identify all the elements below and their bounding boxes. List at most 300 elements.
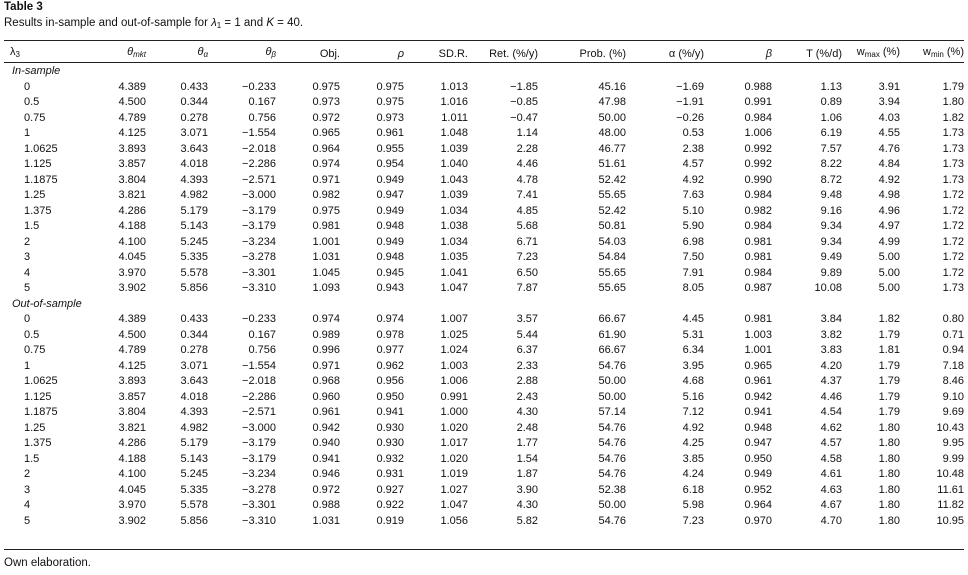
- table-cell: 4.92: [878, 173, 900, 186]
- table-cell: 1.73: [942, 127, 964, 139]
- table-cell: 0.949: [744, 468, 772, 480]
- table-cell: 1.045: [312, 266, 340, 279]
- table-cell: 1.77: [516, 437, 538, 449]
- table-cell: 54.76: [598, 514, 626, 527]
- table-cell: 3.57: [516, 313, 538, 325]
- table-row: [4, 80, 964, 96]
- table-cell: 5.98: [682, 499, 704, 511]
- table-cell: 1.016: [440, 96, 468, 108]
- table-cell: 0.960: [312, 390, 340, 403]
- table-row: [4, 436, 964, 452]
- table-cell: 2.33: [516, 359, 538, 372]
- table-cell: 55.65: [598, 189, 626, 201]
- header-ret: Ret. (%/y): [489, 47, 538, 60]
- header-alpha: α (%/y): [668, 47, 704, 60]
- table-cell: 5.856: [180, 282, 208, 294]
- table-cell: 5.00: [878, 282, 900, 294]
- table-cell: 0.961: [312, 406, 340, 418]
- table-cell: 0.971: [312, 359, 340, 372]
- table-cell: −2.018: [242, 375, 276, 387]
- table-cell: 0.945: [376, 266, 404, 279]
- section-header-row: [4, 64, 964, 80]
- table-cell: 0.941: [376, 406, 404, 418]
- table-cell: 0.988: [744, 80, 772, 93]
- table-cell: 3.91: [878, 80, 900, 93]
- table-cell: 0.930: [376, 421, 404, 434]
- table-cell: 1.003: [744, 328, 772, 341]
- table-cell: 0.984: [744, 111, 772, 124]
- table-cell: 3.90: [516, 483, 538, 496]
- table-cell: 51.61: [598, 158, 626, 170]
- table-cell: 1.14: [516, 127, 538, 139]
- header-prob: Prob. (%): [579, 47, 626, 60]
- table-cell: 1.73: [942, 158, 964, 170]
- table-cell: 0.927: [376, 483, 404, 496]
- table-cell: 4.30: [516, 406, 538, 418]
- table-cell: 0.975: [312, 80, 340, 93]
- table-cell: 1.80: [878, 483, 900, 496]
- table-cell: 1.79: [878, 375, 900, 387]
- table-cell: 4.125: [118, 359, 146, 372]
- table-cell: 4.393: [180, 406, 208, 418]
- table-cell: 0.942: [744, 390, 772, 403]
- table-cell: 50.00: [598, 111, 626, 124]
- table-cell: 10.08: [814, 282, 842, 294]
- table-cell: 0.956: [376, 375, 404, 387]
- table-cell: −3.179: [242, 437, 276, 449]
- table-cell: −1.554: [242, 127, 276, 139]
- table-cell: 5.10: [682, 204, 704, 217]
- table-cell: 3.893: [118, 142, 146, 155]
- table-cell: 4.389: [118, 313, 146, 325]
- bottom-rule: [4, 549, 964, 550]
- table-cell: −0.85: [510, 96, 538, 108]
- table-cell: 0.974: [312, 313, 340, 325]
- table-cell: 7.50: [682, 251, 704, 263]
- table-cell: 0.975: [376, 80, 404, 93]
- table-cell: 1.006: [440, 375, 468, 387]
- table-cell: 1.82: [878, 313, 900, 325]
- table-cell: 4.78: [516, 173, 538, 186]
- table-cell: 7.57: [820, 142, 842, 155]
- table-cell: 4.97: [878, 220, 900, 232]
- table-cell: 1.82: [942, 111, 964, 124]
- table-cell: 0: [24, 313, 31, 325]
- table-cell: 54.76: [598, 359, 626, 372]
- table-cell: −3.234: [242, 235, 276, 248]
- table-cell: 3.84: [820, 313, 842, 325]
- table-cell: 2.43: [516, 390, 538, 403]
- table-cell: 0.962: [376, 359, 404, 372]
- table-cell: 1.007: [440, 313, 468, 325]
- table-cell: 1.0625: [24, 142, 58, 155]
- table-cell: 5.245: [180, 468, 208, 480]
- table-cell: 46.77: [598, 142, 626, 155]
- table-cell: 9.34: [820, 235, 842, 248]
- table-cell: 4.37: [820, 375, 842, 387]
- table-cell: 0.922: [376, 499, 404, 511]
- table-cell: 8.72: [820, 173, 842, 186]
- table-cell: 9.16: [820, 204, 842, 217]
- table-cell: 0.756: [248, 344, 276, 356]
- table-footnote: Own elaboration.: [4, 557, 91, 569]
- table-cell: 4.45: [682, 313, 704, 325]
- table-cell: 5.335: [180, 251, 208, 263]
- table-cell: 1.80: [878, 514, 900, 527]
- table-cell: −3.000: [242, 421, 276, 434]
- table-cell: 61.90: [598, 328, 626, 341]
- table-cell: 0.942: [312, 421, 340, 434]
- table-cell: 1.020: [440, 421, 468, 434]
- table-row: [4, 374, 964, 390]
- table-cell: 0.970: [744, 514, 772, 527]
- table-cell: 4.100: [118, 468, 146, 480]
- table-cell: 0.344: [180, 96, 208, 108]
- table-cell: 1.034: [440, 235, 468, 248]
- table-cell: −1.69: [676, 80, 704, 93]
- table-row: [4, 142, 964, 158]
- header-wmax: $w_{max}$ (%): [856, 46, 900, 59]
- table-cell: 0.948: [744, 421, 772, 434]
- table-cell: 3.071: [180, 359, 208, 372]
- table-cell: 4.46: [516, 158, 538, 170]
- table-row: [4, 235, 964, 251]
- table-row: [4, 266, 964, 282]
- table-cell: −3.179: [242, 452, 276, 465]
- section-header-row: [4, 297, 964, 313]
- table-cell: 1.019: [440, 468, 468, 480]
- table-cell: 6.71: [516, 235, 538, 248]
- table-row: [4, 498, 964, 514]
- table-cell: 1.125: [24, 158, 52, 170]
- table-cell: 7.23: [516, 251, 538, 263]
- table-cell: 4.286: [118, 437, 146, 449]
- table-cell: 0.932: [376, 452, 404, 465]
- table-cell: 0.973: [312, 96, 340, 108]
- table-cell: 1.093: [312, 282, 340, 294]
- table-cell: 0.965: [744, 359, 772, 372]
- table-cell: 0.990: [744, 173, 772, 186]
- table-cell: −3.301: [242, 499, 276, 511]
- table-cell: 47.98: [598, 96, 626, 108]
- table-cell: 0.987: [744, 282, 772, 294]
- table-cell: 0.89: [820, 96, 842, 108]
- table-cell: 2.38: [682, 142, 704, 155]
- table-cell: 3.970: [118, 499, 146, 511]
- caption-text-1: Results in-sample and out-of-sample for: [4, 17, 212, 29]
- table-cell: 8.46: [942, 375, 964, 387]
- table-cell: 0.167: [248, 96, 276, 108]
- table-cell: 1.013: [440, 80, 468, 93]
- table-cell: 1.13: [820, 80, 842, 93]
- table-cell: 0.943: [376, 282, 404, 294]
- table-cell: −3.310: [242, 282, 276, 294]
- table-cell: 1.003: [440, 359, 468, 372]
- table-cell: 6.19: [820, 127, 842, 139]
- table-cell: 4.188: [118, 220, 146, 232]
- table-cell: 0.433: [180, 313, 208, 325]
- table-cell: −2.571: [242, 173, 276, 186]
- table-cell: 45.16: [598, 80, 626, 93]
- table-cell: 0.973: [376, 111, 404, 124]
- table-cell: 54.03: [598, 235, 626, 248]
- table-cell: 0.992: [744, 158, 772, 170]
- table-cell: 8.22: [820, 158, 842, 170]
- table-cell: 1.025: [440, 328, 468, 341]
- table-cell: 5.90: [682, 220, 704, 232]
- table-cell: 54.76: [598, 421, 626, 434]
- table-cell: 4.85: [516, 204, 538, 217]
- table-cell: 1.020: [440, 452, 468, 465]
- table-cell: 6.50: [516, 266, 538, 279]
- table-cell: 1.006: [744, 127, 772, 139]
- table-cell: 1.72: [942, 204, 964, 217]
- table-cell: 4: [24, 266, 31, 279]
- table-cell: −1.554: [242, 359, 276, 372]
- table-cell: 4.20: [820, 359, 842, 372]
- table-cell: 0.991: [744, 96, 772, 108]
- table-cell: 11.82: [937, 499, 964, 511]
- table-cell: 4.018: [180, 390, 208, 403]
- caption-k: K: [266, 17, 274, 29]
- table-cell: 54.84: [598, 251, 626, 263]
- table-cell: 4.125: [118, 127, 146, 139]
- table-cell: 0.949: [376, 235, 404, 248]
- table-row: [4, 514, 964, 530]
- table-cell: −3.179: [242, 204, 276, 217]
- table-cell: 0.278: [180, 111, 208, 124]
- table-cell: 1.375: [24, 437, 52, 449]
- table-row: [4, 312, 964, 328]
- table-cell: 1.031: [312, 514, 340, 527]
- table-cell: 1.79: [878, 390, 900, 403]
- table-cell: 0.977: [376, 344, 404, 356]
- table-cell: 1.1875: [24, 173, 58, 186]
- table-cell: 0.930: [376, 437, 404, 449]
- table-cell: 3: [24, 251, 31, 263]
- table-cell: 1.043: [440, 173, 468, 186]
- table-cell: 4.286: [118, 204, 146, 217]
- table-cell: 0.971: [312, 173, 340, 186]
- table-cell: −2.286: [242, 390, 276, 403]
- table-cell: 1.039: [440, 189, 468, 201]
- table-cell: 0: [24, 80, 31, 93]
- table-cell: −3.310: [242, 514, 276, 527]
- table-row: [4, 483, 964, 499]
- table-cell: −3.234: [242, 468, 276, 480]
- table-cell: 3.85: [682, 452, 704, 465]
- table-cell: 55.65: [598, 266, 626, 279]
- table-cell: 57.14: [598, 406, 626, 418]
- table-cell: 5.179: [180, 437, 208, 449]
- table-cell: 3.902: [118, 282, 146, 294]
- table-cell: 1.79: [942, 80, 964, 93]
- table-cell: 50.00: [598, 375, 626, 387]
- table-cell: 4.54: [820, 406, 842, 418]
- table-cell: 1.72: [942, 220, 964, 232]
- table-body: [4, 64, 964, 529]
- table-row: [4, 188, 964, 204]
- table-cell: 3.82: [820, 328, 842, 341]
- table-caption: [4, 17, 303, 30]
- top-rule: [4, 40, 964, 41]
- table-row: [4, 219, 964, 235]
- table-cell: 10.43: [936, 421, 964, 434]
- table-cell: 4.98: [878, 189, 900, 201]
- table-cell: 0.80: [942, 313, 964, 325]
- table-cell: 9.89: [820, 266, 842, 279]
- table-cell: 4.99: [878, 235, 900, 248]
- table-cell: 4.100: [118, 235, 146, 248]
- table-cell: −0.233: [242, 313, 276, 325]
- table-cell: 1.25: [24, 421, 46, 434]
- table-cell: 0.5: [24, 96, 40, 108]
- table-cell: 1.72: [942, 266, 964, 279]
- header-rule: [4, 62, 964, 63]
- table-cell: 0.984: [744, 220, 772, 232]
- header-theta-alpha: $\theta_\alpha$: [197, 46, 208, 59]
- table-cell: 1.81: [878, 344, 900, 356]
- table-cell: 4.55: [878, 127, 900, 139]
- table-cell: 7.63: [682, 189, 704, 201]
- table-cell: 3.804: [118, 173, 146, 186]
- table-cell: 0.949: [376, 173, 404, 186]
- table-cell: 4.045: [118, 251, 146, 263]
- table-cell: 4.018: [180, 158, 208, 170]
- table-row: [4, 359, 964, 375]
- table-cell: 0.974: [376, 313, 404, 325]
- table-cell: 0.965: [312, 127, 340, 139]
- table-cell: 1.79: [878, 406, 900, 418]
- table-cell: 1.73: [942, 173, 964, 186]
- table-cell: 5.00: [878, 251, 900, 263]
- table-cell: 0.948: [376, 220, 404, 232]
- table-cell: 3.643: [180, 142, 208, 155]
- table-cell: 0.961: [744, 375, 772, 387]
- table-row: [4, 343, 964, 359]
- table-cell: 9.99: [942, 452, 964, 465]
- table-cell: 9.48: [820, 189, 842, 201]
- table-cell: 4.70: [820, 514, 842, 527]
- table-cell: −2.286: [242, 158, 276, 170]
- table-cell: 4.389: [118, 80, 146, 93]
- table-cell: 5.856: [180, 514, 208, 527]
- table-cell: 3.893: [118, 375, 146, 387]
- table-cell: 4.62: [820, 421, 842, 434]
- table-cell: −0.26: [676, 111, 704, 124]
- table-cell: 10.95: [936, 514, 964, 527]
- table-cell: 9.69: [942, 406, 964, 418]
- table-cell: 0.972: [312, 111, 340, 124]
- table-cell: 4.76: [878, 142, 900, 155]
- table-cell: 0.278: [180, 344, 208, 356]
- table-cell: 0.954: [376, 158, 404, 170]
- table-cell: 0.955: [376, 142, 404, 155]
- table-cell: 3.071: [180, 127, 208, 139]
- table-cell: 4.84: [878, 158, 900, 170]
- table-cell: 1.5: [24, 452, 40, 465]
- table-row: [4, 281, 964, 297]
- table-cell: 0.948: [376, 251, 404, 263]
- table-cell: 5.31: [682, 328, 704, 341]
- table-row: [4, 405, 964, 421]
- section-label: In-sample: [12, 65, 61, 77]
- header-row: [4, 43, 964, 64]
- header-rho: ρ: [397, 47, 404, 60]
- table-cell: −3.179: [242, 220, 276, 232]
- caption-text-2: = 1 and: [221, 17, 267, 29]
- header-lambda3: [4, 43, 80, 64]
- table-cell: 1.72: [942, 189, 964, 201]
- table-cell: 1: [24, 127, 31, 139]
- table-cell: 3.902: [118, 514, 146, 527]
- table-cell: 1.72: [942, 235, 964, 248]
- table-cell: 4: [24, 499, 31, 511]
- table-cell: 0.984: [744, 189, 772, 201]
- table-cell: 52.42: [598, 204, 626, 217]
- table-cell: 4.25: [682, 437, 704, 449]
- header-theta-beta: $\theta_\beta$: [265, 46, 276, 59]
- table-cell: −1.85: [510, 80, 538, 93]
- table-cell: 1.040: [440, 158, 468, 170]
- table-cell: 0.947: [744, 437, 772, 449]
- table-cell: 4.92: [682, 421, 704, 434]
- table-cell: 4.393: [180, 173, 208, 186]
- table-cell: −3.000: [242, 189, 276, 201]
- table-cell: 2.48: [516, 421, 538, 434]
- table-cell: 1.056: [440, 514, 468, 527]
- table-cell: 3.643: [180, 375, 208, 387]
- table-cell: −0.233: [242, 80, 276, 93]
- section-label: Out-of-sample: [12, 297, 82, 310]
- table-cell: 1.027: [440, 483, 468, 496]
- table-cell: 0.53: [682, 127, 704, 139]
- table-cell: 3.821: [118, 421, 146, 434]
- table-cell: 1.80: [878, 437, 900, 449]
- table-cell: 7.12: [682, 406, 704, 418]
- table-cell: 3.83: [820, 344, 842, 356]
- table-cell: 0.981: [744, 313, 772, 325]
- results-table: [4, 43, 964, 529]
- table-cell: 1.73: [942, 142, 964, 155]
- header-obj: Obj.: [319, 47, 340, 60]
- table-cell: 5.68: [516, 220, 538, 232]
- table-cell: 1.87: [516, 468, 538, 480]
- table-cell: 4.96: [878, 204, 900, 217]
- table-cell: 4.24: [682, 468, 704, 480]
- table-cell: 7.91: [682, 266, 704, 279]
- table-cell: 0.941: [312, 452, 340, 465]
- table-cell: 5.00: [878, 266, 900, 279]
- table-cell: 0.968: [312, 375, 340, 387]
- table-cell: 0.984: [744, 266, 772, 279]
- table-cell: 6.18: [682, 483, 704, 496]
- table-cell: 48.00: [598, 127, 626, 139]
- table-row: [4, 126, 964, 142]
- table-cell: 0.952: [744, 483, 772, 496]
- table-cell: 50.00: [598, 390, 626, 403]
- table-cell: 4.500: [118, 328, 146, 341]
- table-cell: 9.49: [820, 251, 842, 263]
- table-cell: 2.88: [516, 375, 538, 387]
- table-cell: 1.001: [744, 344, 772, 356]
- table-cell: 4.63: [820, 483, 842, 496]
- table-cell: 6.37: [516, 344, 538, 356]
- table-cell: 4.045: [118, 483, 146, 496]
- table-cell: 4.61: [820, 468, 842, 480]
- table-cell: 1.125: [24, 390, 52, 403]
- table-cell: 4.58: [820, 452, 842, 465]
